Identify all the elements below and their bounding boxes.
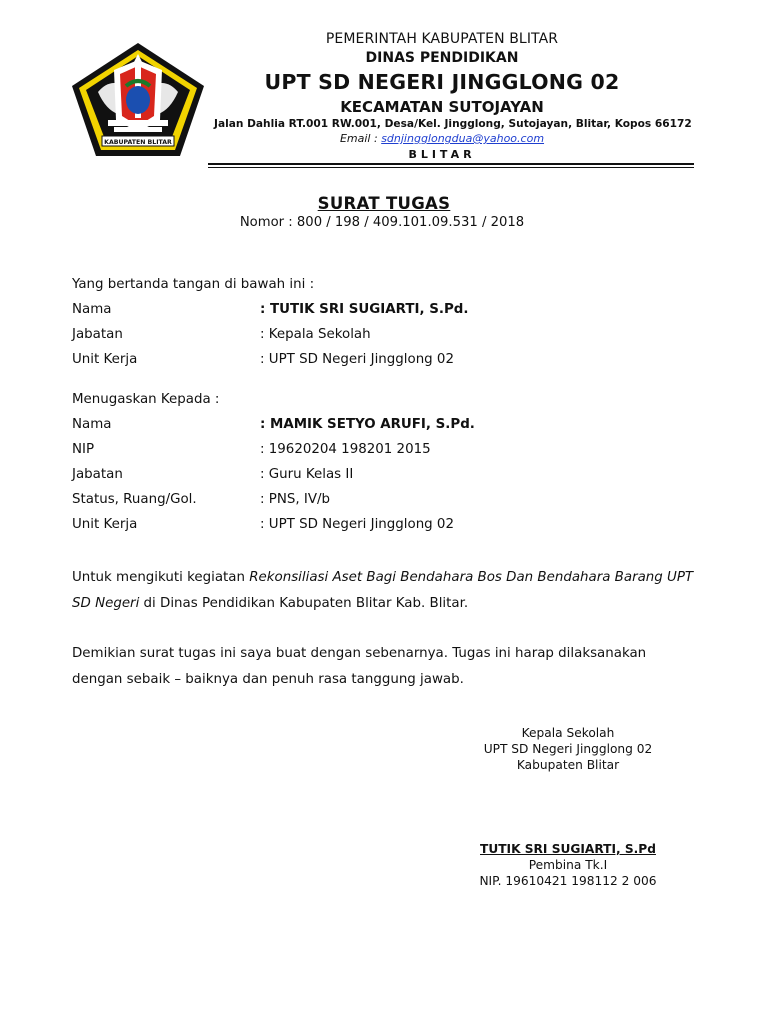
field-label: Unit Kerja: [72, 517, 138, 532]
document-title: SURAT TUGAS: [317, 194, 451, 213]
government-name: PEMERINTAH KABUPATEN BLITAR: [325, 31, 559, 47]
email-link[interactable]: sdnjingglongdua@yahoo.com: [381, 132, 545, 145]
field-label: Jabatan: [72, 467, 123, 482]
field-value: : PNS, IV/b: [260, 492, 330, 507]
letterhead: [214, 30, 692, 163]
email-label: Email :: [339, 132, 382, 145]
signature-block-header: [452, 725, 684, 773]
signer-rank: Pembina Tk.I: [528, 858, 608, 872]
field-value: : Kepala Sekolah: [260, 327, 371, 342]
signer-unit-row: [72, 352, 692, 372]
field-value: : UPT SD Negeri Jingglong 02: [260, 352, 454, 367]
assignee-status-row: [72, 492, 692, 512]
document-number: Nomor : 800 / 198 / 409.101.09.531 / 2018: [239, 215, 525, 230]
assignee-nip-row: [72, 442, 692, 462]
signer-unit: UPT SD Negeri Jingglong 02: [483, 742, 653, 756]
signer-region: Kabupaten Blitar: [516, 758, 620, 772]
logo-banner-text: KABUPATEN BLITAR: [104, 139, 172, 146]
signer-name: TUTIK SRI SUGIARTI, S.Pd: [480, 842, 656, 856]
assignee-name-row: [72, 417, 692, 437]
letterhead-divider-thin: [208, 167, 694, 168]
district-name: KECAMATAN SUTOJAYAN: [340, 98, 544, 116]
closing-paragraph: Demikian surat tugas ini saya buat dengan sebenarnya. Tugas ini harap dilaksanakan dengan sebaik – baiknya dan penuh rasa tanggung jawab.: [72, 646, 647, 687]
field-value: : Guru Kelas II: [260, 467, 354, 482]
letterhead-divider-thick: [208, 163, 694, 165]
email-line: [214, 132, 670, 146]
signature-block-footer: [452, 841, 684, 889]
field-value: : MAMIK SETYO ARUFI, S.Pd.: [260, 417, 475, 432]
field-value: : 19620204 198201 2015: [260, 442, 431, 457]
signer-intro: Yang bertanda tangan di bawah ini :: [72, 277, 315, 292]
signer-nip: NIP. 19610421 198112 2 006: [479, 874, 657, 888]
emblem-icon: [68, 40, 208, 160]
purpose-tail: di Dinas Pendidikan Kabupaten Blitar Kab. Blitar.: [139, 596, 469, 611]
field-label: Status, Ruang/Gol.: [72, 492, 197, 507]
activity-name: Rekonsiliasi Aset Bagi Bendahara Bos Dan Bendahara Barang UPT SD Negeri: [72, 570, 694, 611]
kabupaten-blitar-logo: [68, 40, 208, 160]
field-label: NIP: [72, 442, 95, 457]
assignee-intro: Menugaskan Kepada :: [72, 392, 220, 407]
field-value: : TUTIK SRI SUGIARTI, S.Pd.: [260, 302, 469, 317]
city-name: BLITAR: [408, 148, 476, 161]
signer-name-row: [72, 302, 692, 322]
purpose-lead: Untuk mengikuti kegiatan: [72, 570, 250, 585]
assignee-unit-row: [72, 517, 692, 537]
signer-title: Kepala Sekolah: [521, 726, 615, 740]
field-label: Jabatan: [72, 327, 123, 342]
school-address: Jalan Dahlia RT.001 RW.001, Desa/Kel. Jingglong, Sutojayan, Blitar, Kopos 66172: [214, 118, 692, 130]
school-name: UPT SD NEGERI JINGGLONG 02: [264, 70, 620, 94]
agency-name: DINAS PENDIDIKAN: [365, 50, 519, 66]
assignee-position-row: [72, 467, 692, 487]
field-label: Nama: [72, 302, 112, 317]
signer-position-row: [72, 327, 692, 347]
field-label: Nama: [72, 417, 112, 432]
field-label: Unit Kerja: [72, 352, 138, 367]
field-value: : UPT SD Negeri Jingglong 02: [260, 517, 454, 532]
purpose-paragraph: [72, 565, 696, 617]
